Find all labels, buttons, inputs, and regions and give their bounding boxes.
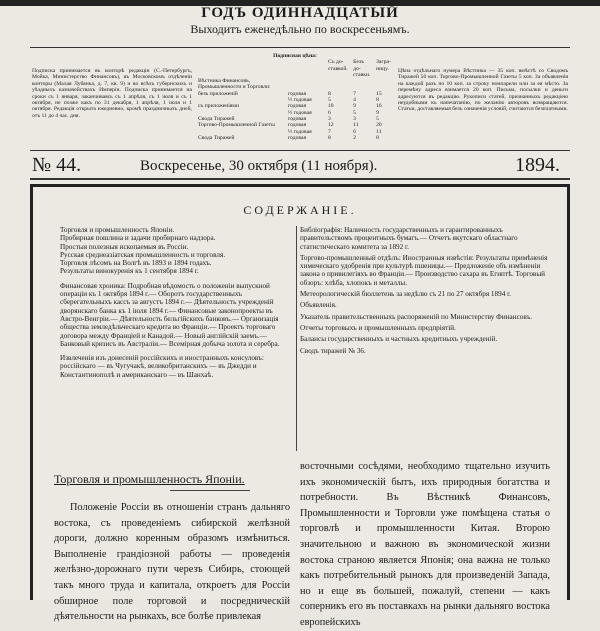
year-line: ГОДЪ ОДИННАДЦАТЫЙ: [201, 5, 399, 21]
article-paragraph: восточными сосѣдями, необходимо тщательно изучить ихъ экономическій бытъ, ихъ природныя богатства и потребности. Въ Вѣстникѣ Финансовъ, Промышленности и Торговли уже помѣщена статья о торговлѣ и промышленности Китая. Второю значительною и важною въ экономической жизни востока страною является Японія; она важна не только какъ потребительный рынокъ для произведеній Запада, но и еще въ большей, пожалуй, степени — какъ соперникъ его въ поставкахъ на рынки дальняго востока европейскихъ: [300, 461, 550, 628]
price-row: ½ годовая 7 6 11: [288, 128, 382, 135]
price-row: Вѣстника Финансовъ, Промышленности и Торговли:: [198, 78, 271, 91]
contents-item: Пробирная пошлина и задачи пробирнаго надзора.: [60, 234, 216, 243]
article-paragraph: Положеніе Россіи въ отношеніи странъ дальняго востока, съ проведеніемъ сибирской желѣзной дороги, должно коренным образомъ измѣниться. Выполненіе грандіозной работы — проведенія желѣзно-дорожнаго пути черезъ Сибирь, стоющей такъ много труда и капитала, откроетъ для Россіи обширное поле торговой и посредническій дѣятельности на рынкахъ, все болѣе привлекая: [54, 502, 290, 623]
contents-item: Торговля лѣсомъ на Волгѣ въ 1893 и 1894 годахъ.: [60, 259, 212, 268]
price-row: ½ годовая 5 4 8: [288, 97, 379, 104]
contents-item: Балансы государственныхъ и частныхъ кредитныхъ учрежденій.: [300, 335, 498, 344]
price-row: Свода Тиражей годовая 8 2 8: [198, 134, 379, 141]
contents-item: Простыя полезныя ископаемыя въ Россіи.: [60, 242, 189, 251]
rule-top: [30, 47, 570, 48]
price-col-header: Съ до-ставкой.: [328, 59, 348, 72]
contents-right: [300, 226, 550, 358]
contents-item: Русская среднеазіатская промышленность и торговля.: [60, 250, 226, 259]
rule-mid: [30, 150, 570, 151]
contents-item: Библіографія: Наличность государственныхъ и гарантированныхъ правительствомъ процентныхъ бумагъ.— Отчетъ якутскаго областнаго статистическаго комитета за 1892 г.: [300, 226, 518, 251]
price-row: Торгово-Промышленной Газеты годовая 12 11 20: [198, 122, 382, 129]
rule-issue: [30, 178, 570, 180]
article-left-column: [54, 500, 290, 625]
issue-year: 1894.: [515, 154, 560, 176]
price-row: съ приложеніями годовая 10 9 16: [198, 103, 382, 110]
price-table: [196, 53, 394, 141]
issue-number: № 44.: [32, 154, 82, 176]
contents-left: [60, 226, 295, 382]
subscription-note: Подписка принимается въ конторѣ редакціи (С.-Петербургъ, Мойка, Министерство Финансовъ), въ Московскомъ отдѣленіи конторы (Малая Лубянка, д. 7, кв. 9) и во всѣхъ губернскихъ и уѣздныхъ казначействахъ Имперіи. Подписка принимается на сроки съ 1 января, заканчиваясь съ 1 апрѣля, съ 1 іюля и съ 1 октября, не позже какъ по 31 декабря, 1 апрѣля, 1 іюля и 1 октября. Редакція открыта ежедневно, кромѣ праздничныхъ дней, отъ 11 до 4 час. дня.: [32, 68, 192, 119]
weekly-line: Выходитъ еженедѣльно по воскресеньямъ.: [190, 22, 410, 36]
article-rule: [170, 490, 250, 491]
price-row: Свода Тиражей годовая 3 3 5: [198, 115, 379, 122]
contents-divider: [296, 226, 297, 451]
contents-item: Сводъ тиражей № 36.: [300, 346, 366, 355]
contents-item: Объявленія.: [300, 301, 337, 310]
contents-item: Финансовая хроника: Подробная вѣдомость о положеніи выпускной операціи къ 1 октября 1894 г.— Оборотъ государственныхъ сберегательныхъ кассъ за августъ 1894 г.— Дѣятельность учрежденій дворянскаго банка къ 1 іюля 1894 г.— Финансовые законопроекты въ Австро-Венгріи.— Дѣятельность бельгійскихъ банковъ.— Организація общества земледѣльческаго кредита во Франціи.— Проектъ торговаго договора между Франціей и Канадой.— Новый англійскій заемъ.— Банковый кризисъ въ Австраліи.— Всемірная добыча золота и серебра.: [60, 281, 280, 348]
price-col-header: Безъ до-ставки.: [353, 59, 371, 78]
price-grid: [196, 59, 394, 141]
price-heading: Подписная цѣна:: [273, 53, 317, 59]
contents-item: Торговля и промышленность Японіи.: [60, 226, 175, 234]
issue-date: Воскресенье, 30 октября (11 ноября).: [140, 158, 378, 174]
contents-item: Указатель правительственныхъ распоряженій по Министерству Финансовъ.: [300, 312, 533, 321]
contents-item: Извлеченія изъ донесеній россійскихъ и иностранныхъ консуловъ: россійскаго — въ Чугучакѣ, великобританскихъ — въ Джедди и Константинополѣ и американскаго — въ Шанхаѣ.: [60, 354, 264, 379]
price-note: Цѣна отдѣльнаго нумера Вѣстника — 35 коп. вмѣстѣ со Сводомъ Тиражей 50 коп. Торгово-Промышленной Газеты 5 коп. За объявленія на каждой разъ по 10 коп. за строку нонпарели или за ея мѣсто. За перемѣну адреса взимается 20 коп. Письма, посылки и деньги адресуются въ редакцію. Рукописи статей, признанныхъ редакціею неудобными къ напечатанію, по желанію авторовъ возвращаются. Статьи, доставляемыя безъ означенія условій, считаются безплатными.: [398, 68, 568, 113]
price-col-header: Загра-ницу.: [376, 59, 391, 72]
article-title: Торговля и промышленность Японіи.: [54, 472, 245, 486]
contents-item: Торгово-промышленный отдѣлъ: Иностранныя извѣстія: Результаты примѣненія химическаго удобренія при культурѣ пшеницы.— Предложеніе объ измѣненіи закона о привилегіяхъ во Франціи.— Производство сахара въ Египтѣ. Торговый обзоръ: хлѣба, хлопокъ и металлы.: [300, 253, 548, 287]
price-row: безъ приложеній годовая 8 7 15: [198, 90, 382, 97]
price-row: ½ годовая 6 5 9: [288, 109, 379, 116]
contents-item: Результаты винокуренія къ 1 сентября 1894 г.: [60, 267, 199, 276]
contents-item: Метеорологическій бюллетень за недѣлю съ 21 по 27 октября 1894 г.: [300, 290, 512, 299]
article-right-column: [300, 459, 550, 631]
contents-item: Отчеты торговыхъ и промышленныхъ предпріятій.: [300, 323, 456, 332]
contents-title: СОДЕРЖАНІЕ.: [243, 203, 357, 217]
